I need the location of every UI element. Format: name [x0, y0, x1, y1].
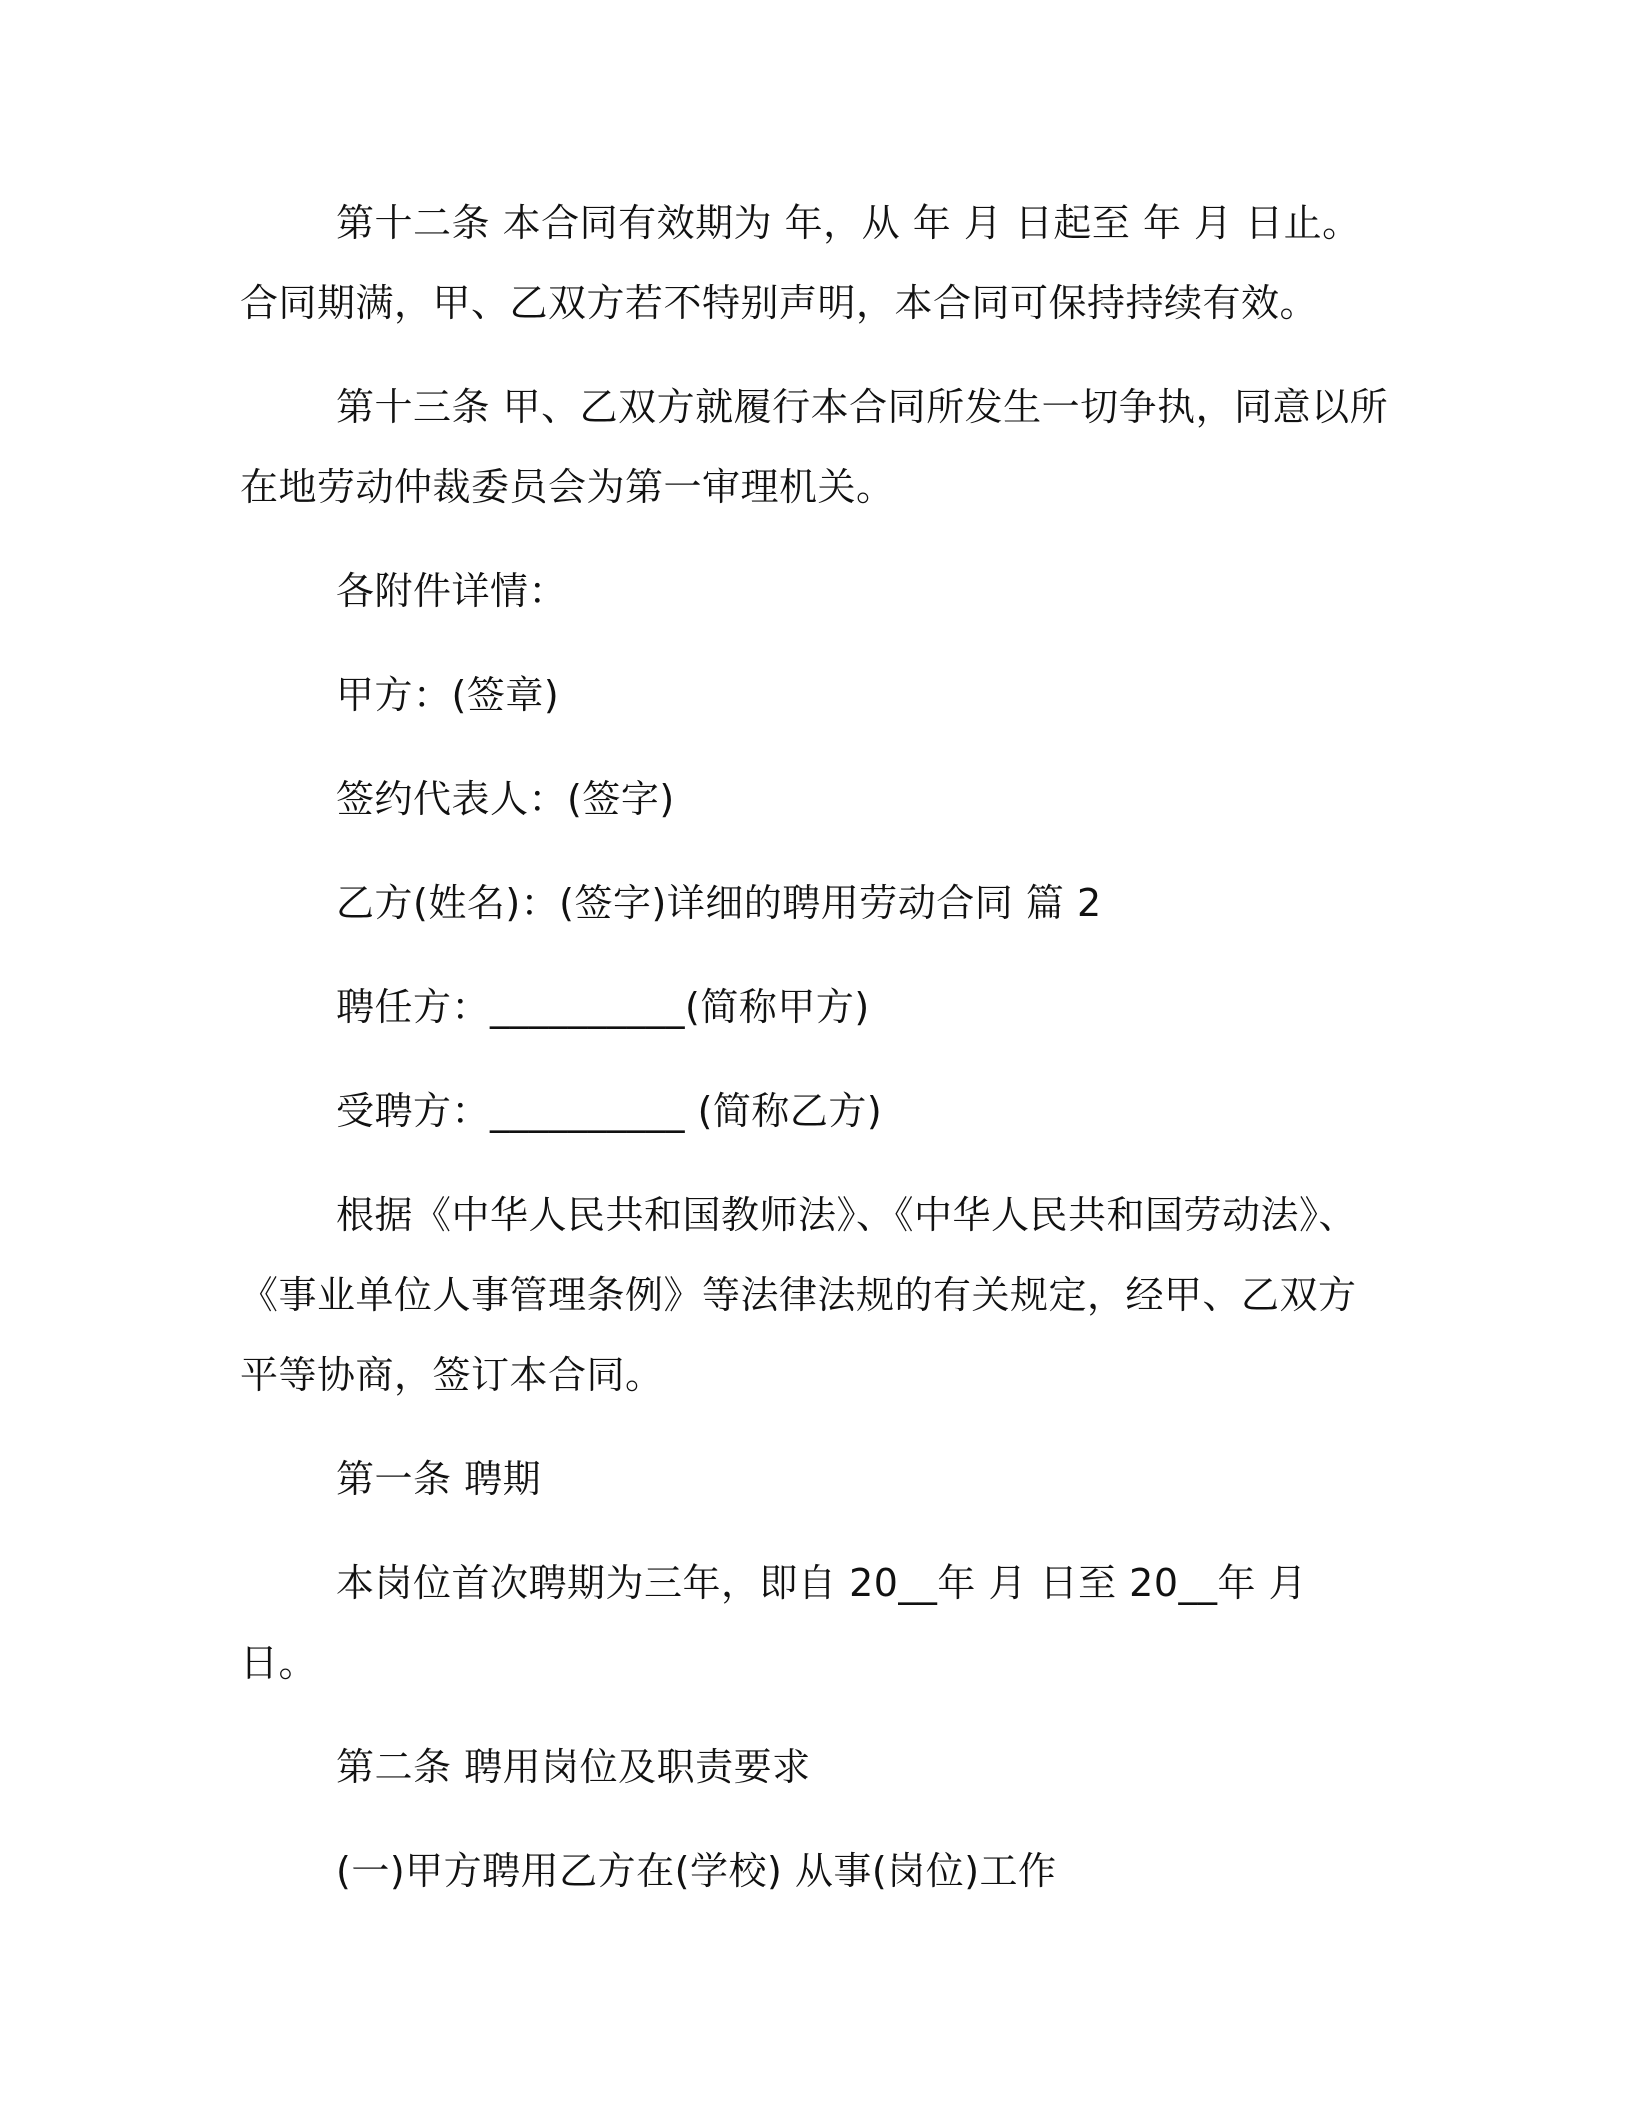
clause-12-validity: 第十二条 本合同有效期为 年，从 年 月 日起至 年 月 日止。合同期满，甲、乙双方若不特别声明，本合同可保持持续有效。 [240, 201, 1361, 325]
party-a-signature-line: 甲方：(签章) [336, 673, 560, 717]
article-2-heading: 第二条 聘用岗位及职责要求 [336, 1745, 811, 1789]
clause-13-disputes: 第十三条 甲、乙双方就履行本合同所发生一切争执，同意以所在地劳动仲裁委员会为第一审理机关。 [240, 385, 1389, 509]
employee-line: 受聘方：__________ (简称乙方) [336, 1089, 883, 1133]
article-1-term-text: 本岗位首次聘期为三年，即自 20__年 月 日至 20__年 月 日。 [240, 1561, 1308, 1685]
document-body [240, 183, 1390, 1935]
party-b-signature-line: 乙方(姓名)：(签字)详细的聘用劳动合同 篇 2 [336, 881, 1102, 925]
attachments-heading: 各附件详情： [336, 569, 568, 613]
preamble-paragraph: 根据《中华人民共和国教师法》、《中华人民共和国劳动法》、《事业单位人事管理条例》等法律法规的有关规定，经甲、乙双方平等协商，签订本合同。 [240, 1193, 1358, 1397]
article-1-heading: 第一条 聘期 [336, 1457, 542, 1501]
representative-signature-line: 签约代表人：(签字) [336, 777, 675, 821]
employer-line: 聘任方：__________(简称甲方) [336, 985, 870, 1029]
article-2-item-1: (一)甲方聘用乙方在(学校) 从事(岗位)工作 [336, 1849, 1057, 1893]
